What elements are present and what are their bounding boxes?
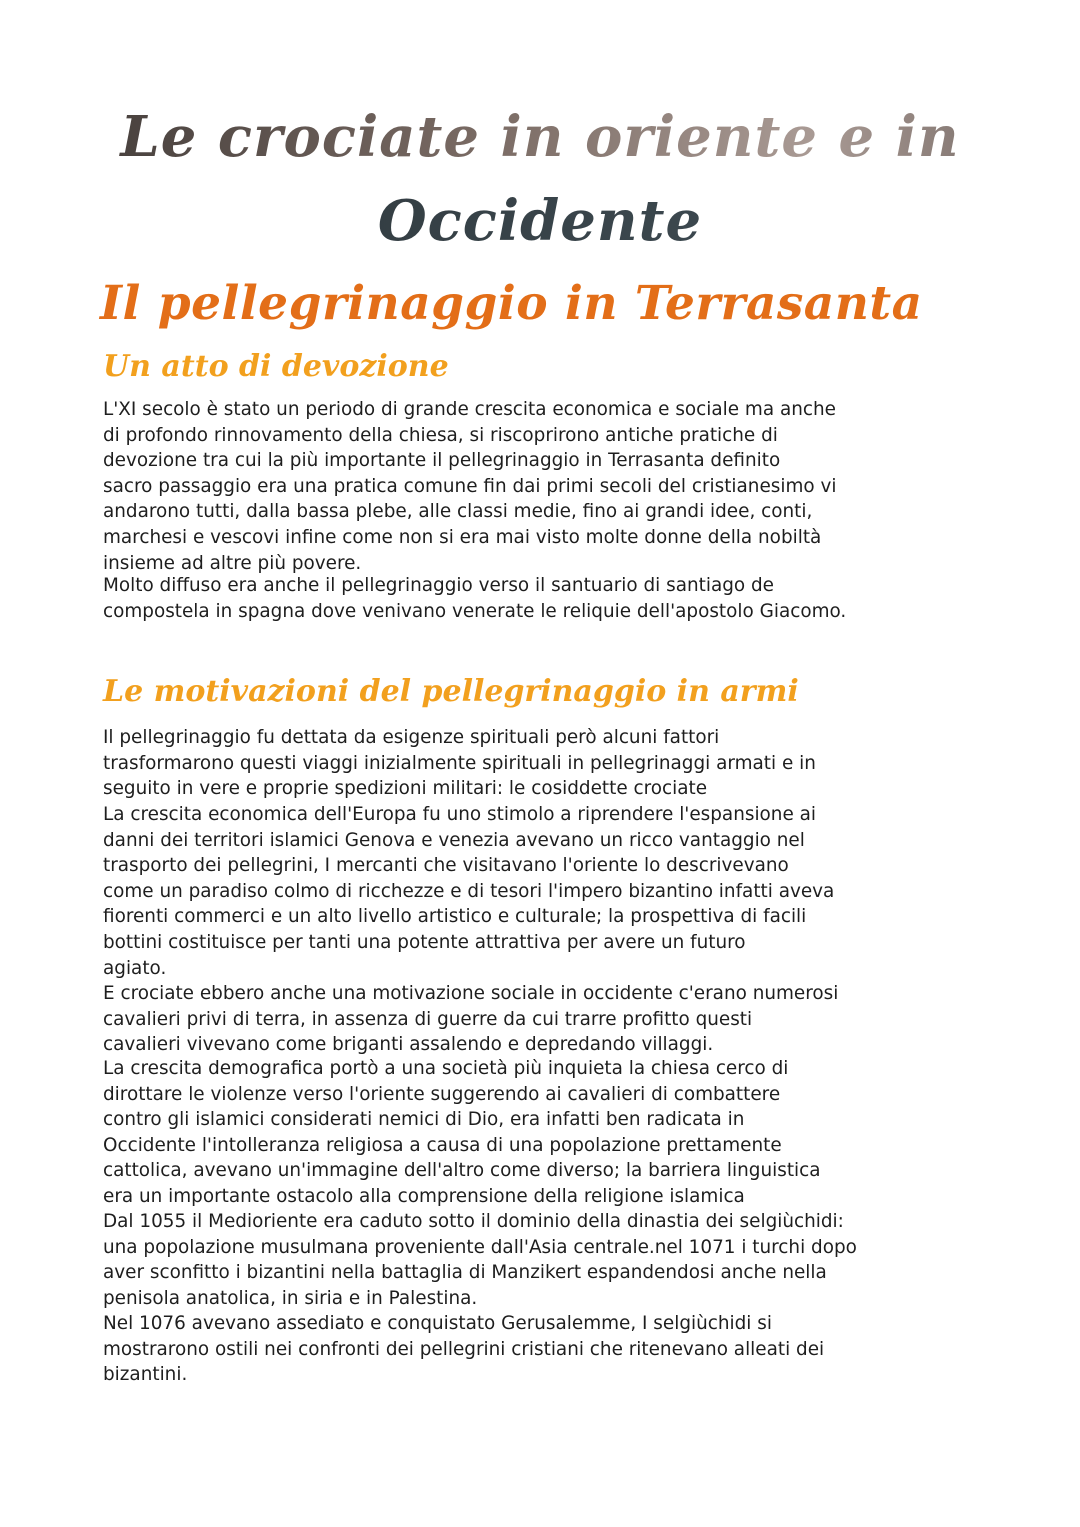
text-line: contro gli islamici considerati nemici di Dio, era infatti ben radicata in <box>103 1109 745 1131</box>
text-line: cavalieri privi di terra, in assenza di guerre da cui trarre profitto questi <box>103 1008 753 1030</box>
text-line: seguito in vere e proprie spedizioni militari: le cosiddette crociate <box>103 778 708 800</box>
text-line: danni dei territori islamici Genova e venezia avevano un ricco vantaggio nel <box>103 829 805 851</box>
text-line: devozione tra cui la più importante il pellegrinaggio in Terrasanta definito <box>103 450 781 472</box>
page-title-line-2: Occidente <box>0 188 1080 254</box>
text-line: di profondo rinnovamento della chiesa, si riscoprirono antiche pratiche di <box>103 424 778 446</box>
text-line: marchesi e vescovi infine come non si era mai visto molte donne della nobiltà <box>103 526 822 548</box>
text-line: penisola anatolica, in siria e in Palestina. <box>103 1287 478 1309</box>
text-line: trasporto dei pellegrini, I mercanti che visitavano l'oriente lo descrivevano <box>103 855 789 877</box>
paragraph-motivations-4 <box>103 1056 983 1210</box>
text-line: Nel 1076 avevano assediato e conquistato Gerusalemme, I selgiùchidi si <box>103 1313 772 1334</box>
paragraph-devotion-1 <box>103 397 983 576</box>
paragraph-motivations-5 <box>103 1209 983 1311</box>
page-title-line-1: Le crociate in oriente e in <box>0 104 1080 170</box>
section-heading: Il pellegrinaggio in Terrasanta <box>100 276 923 331</box>
paragraph-motivations-2 <box>103 802 983 981</box>
text-line: era un importante ostacolo alla comprensione della religione islamica <box>103 1185 745 1207</box>
paragraph-motivations-6 <box>103 1311 983 1388</box>
text-line: insieme ad altre più povere. <box>103 552 362 574</box>
text-line: bizantini. <box>103 1364 188 1386</box>
text-line: compostela in spagna dove venivano venerate le reliquie dell'apostolo Giacomo. <box>103 600 847 622</box>
text-line: fiorenti commerci e un alto livello artistico e culturale; la prospettiva di facili <box>103 906 807 928</box>
text-line: Occidente l'intolleranza religiosa a causa di una popolazione prettamente <box>103 1134 782 1156</box>
subsection-heading-motivations: Le motivazioni del pellegrinaggio in armi <box>103 674 799 709</box>
subsection-heading-devotion: Un atto di devozione <box>103 349 449 384</box>
paragraph-motivations-3 <box>103 981 983 1058</box>
text-line: Il pellegrinaggio fu dettata da esigenze spirituali però alcuni fattori <box>103 727 720 748</box>
text-line: cavalieri vivevano come briganti assalendo e depredando villaggi. <box>103 1034 714 1056</box>
text-line: bottini costituisce per tanti una potente attrattiva per avere un futuro <box>103 931 746 953</box>
text-line: aver sconfitto i bizantini nella battaglia di Manzikert espandendosi anche nella <box>103 1262 827 1284</box>
text-line: sacro passaggio era una pratica comune fin dai primi secoli del cristianesimo vi <box>103 475 837 497</box>
text-line: andarono tutti, dalla bassa plebe, alle classi medie, fino ai grandi idee, conti, <box>103 501 813 523</box>
text-line: E crociate ebbero anche una motivazione sociale in occidente c'erano numerosi <box>103 983 839 1004</box>
paragraph-motivations-1 <box>103 725 983 802</box>
text-line: una popolazione musulmana proveniente dall'Asia centrale.nel 1071 i turchi dopo <box>103 1236 857 1258</box>
paragraph-devotion-2 <box>103 573 983 624</box>
text-line: La crescita economica dell'Europa fu uno stimolo a riprendere l'espansione ai <box>103 804 816 825</box>
text-line: Dal 1055 il Medioriente era caduto sotto il dominio della dinastia dei selgiùchidi: <box>103 1211 844 1232</box>
text-line: La crescita demografica portò a una società più inquieta la chiesa cerco di <box>103 1058 789 1079</box>
text-line: mostrarono ostili nei confronti dei pellegrini cristiani che ritenevano alleati dei <box>103 1338 825 1360</box>
text-line: L'XI secolo è stato un periodo di grande crescita economica e sociale ma anche <box>103 399 836 420</box>
text-line: agiato. <box>103 957 167 979</box>
text-line: trasformarono questi viaggi inizialmente spirituali in pellegrinaggi armati e in <box>103 752 816 774</box>
text-line: dirottare le violenze verso l'oriente suggerendo ai cavalieri di combattere <box>103 1083 781 1105</box>
text-line: Molto diffuso era anche il pellegrinaggio verso il santuario di santiago de <box>103 575 774 596</box>
text-line: come un paradiso colmo di ricchezze e di tesori l'impero bizantino infatti aveva <box>103 880 835 902</box>
text-line: cattolica, avevano un'immagine dell'altro come diverso; la barriera linguistica <box>103 1160 821 1182</box>
